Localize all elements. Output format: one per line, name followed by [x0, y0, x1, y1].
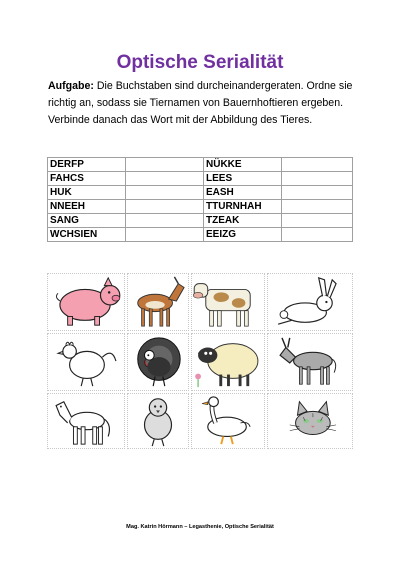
answer-field[interactable]: [282, 200, 353, 214]
scrambled-word: FAHCS: [48, 172, 126, 186]
goat-icon[interactable]: [127, 273, 189, 331]
table-row: [48, 228, 353, 242]
hen-icon[interactable]: [47, 333, 125, 391]
sheep-icon[interactable]: [191, 333, 265, 391]
footer-text: Mag. Katrin Hörmann – Legasthenie, Optische Serialität: [126, 524, 274, 530]
answer-field[interactable]: [282, 172, 353, 186]
answer-field[interactable]: [282, 158, 353, 172]
turkey-icon[interactable]: [127, 333, 189, 391]
cow-icon[interactable]: [191, 273, 265, 331]
answer-field[interactable]: [282, 214, 353, 228]
scrambled-word: LEES: [204, 172, 282, 186]
rabbit-icon[interactable]: [267, 273, 353, 331]
scrambled-word: SANG: [48, 214, 126, 228]
answer-field[interactable]: [126, 214, 204, 228]
scrambled-word: DERFP: [48, 158, 126, 172]
answer-field[interactable]: [126, 172, 204, 186]
task-text: Die Buchstaben sind durcheinandergeraten. Ordne sie richtig an, sodass sie Tiernamen von Bauernhoftieren ergeben. Verbinde danach das Wort mit der Abbildung des Tieres.: [48, 80, 353, 127]
scrambled-word: EASH: [204, 186, 282, 200]
answer-field[interactable]: [126, 228, 204, 242]
answer-field[interactable]: [126, 200, 204, 214]
scrambled-words-table: [47, 157, 353, 242]
answer-field[interactable]: [282, 186, 353, 200]
scrambled-word: EEIZG: [204, 228, 282, 242]
scrambled-word: NNEEH: [48, 200, 126, 214]
horse-icon[interactable]: [47, 393, 125, 449]
task-label: Aufgabe:: [48, 80, 94, 92]
table-row: [48, 214, 353, 228]
answer-field[interactable]: [126, 158, 204, 172]
answer-field[interactable]: [282, 228, 353, 242]
scrambled-word: TZEAK: [204, 214, 282, 228]
goose-icon[interactable]: [191, 393, 265, 449]
scrambled-word: TTURNHAH: [204, 200, 282, 214]
scrambled-word: NÜKKE: [204, 158, 282, 172]
chick-icon[interactable]: [127, 393, 189, 449]
scrambled-word: HUK: [48, 186, 126, 200]
table-row: [48, 158, 353, 172]
page-title: Optische Serialität: [116, 52, 284, 73]
animal-picture-grid: [47, 273, 353, 449]
pig-icon[interactable]: [47, 273, 125, 331]
donkey-icon[interactable]: [267, 333, 353, 391]
table-row: [48, 186, 353, 200]
answer-field[interactable]: [126, 186, 204, 200]
table-row: [48, 172, 353, 186]
cat-icon[interactable]: [267, 393, 353, 449]
task-instructions: [48, 78, 358, 130]
scrambled-word: WCHSIEN: [48, 228, 126, 242]
table-row: [48, 200, 353, 214]
